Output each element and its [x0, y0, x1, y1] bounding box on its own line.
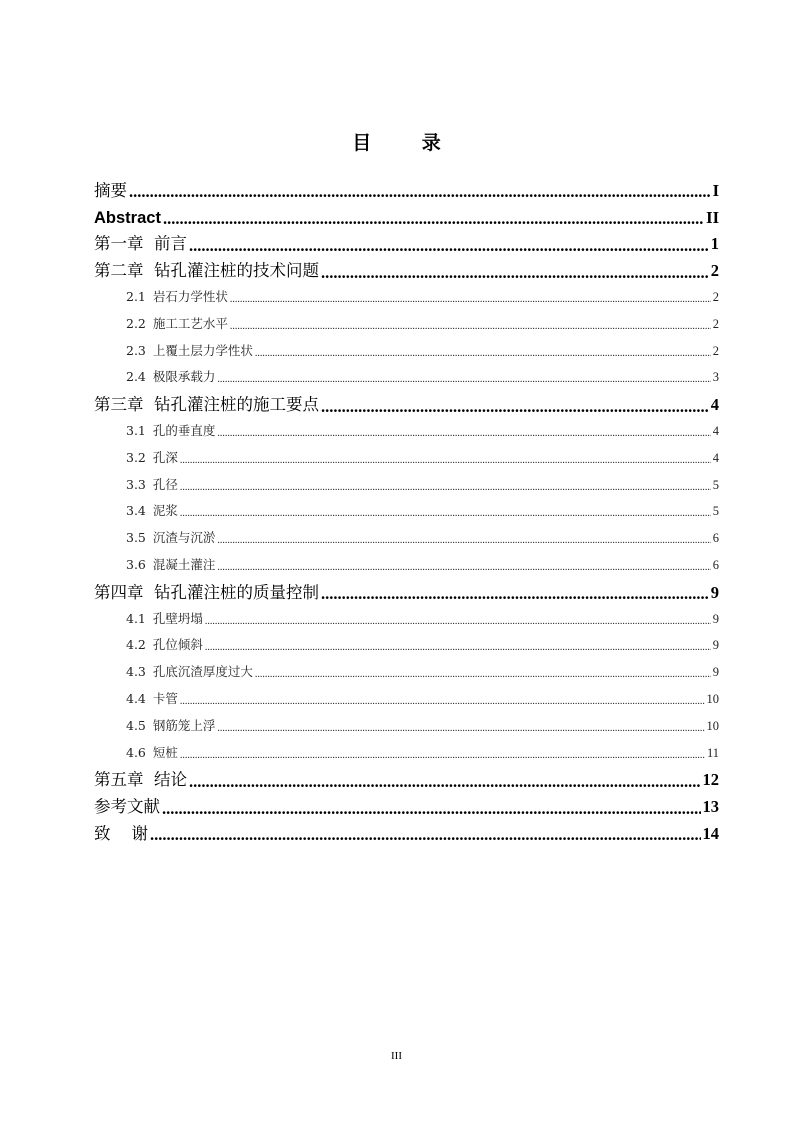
toc-section-entry[interactable]: [94, 285, 719, 312]
toc-section-number: 4.4: [126, 690, 146, 706]
toc-section-number: 3.1: [126, 422, 146, 438]
toc-page-number: 9: [712, 611, 719, 626]
toc-section-number: 4.2: [126, 637, 146, 653]
toc-section-number: 4.3: [126, 664, 146, 680]
toc-section-number: 4.5: [126, 717, 146, 733]
toc-leader-dots: [321, 399, 709, 416]
toc-chapter-entry[interactable]: [94, 580, 719, 607]
toc-entry-label: [126, 475, 178, 493]
toc-leader-dots: [150, 827, 701, 844]
toc-page-number: 10: [706, 691, 719, 706]
toc-leader-dots: [255, 670, 711, 680]
toc-section-entry[interactable]: [94, 473, 719, 500]
toc-leader-dots: [255, 349, 711, 359]
toc-page-number: 9: [712, 638, 719, 653]
toc-entry-label: [126, 689, 178, 707]
toc-page-number: 3: [712, 370, 719, 385]
toc-section-title: 孔径: [152, 476, 178, 492]
toc-leader-dots: [180, 456, 711, 466]
toc-entry-label: [126, 716, 215, 734]
toc-section-title: 短桩: [152, 744, 178, 760]
toc-section-number: 3.5: [126, 530, 146, 546]
toc-entry-label: [126, 743, 178, 761]
toc-leader-dots: [189, 774, 701, 791]
toc-leader-dots: [230, 295, 711, 305]
toc-section-entry[interactable]: [94, 312, 719, 339]
toc-entry-label: 第二章 钻孔灌注桩的技术问题: [94, 261, 319, 281]
toc-section-title: 孔的垂直度: [152, 422, 216, 438]
toc-page-number: 5: [712, 504, 719, 519]
toc-leader-dots: [189, 238, 709, 255]
toc-entry-label: [126, 555, 215, 573]
toc-section-number: 3.6: [126, 556, 146, 572]
toc-section-entry[interactable]: [94, 687, 719, 714]
toc-section-title: 孔壁坍塌: [152, 610, 203, 626]
toc-entry-label: Abstract: [94, 208, 161, 227]
toc-section-title: 泥浆: [152, 503, 178, 519]
toc-entry-label: 摘要: [94, 180, 127, 200]
toc-section-entry[interactable]: [94, 553, 719, 580]
toc-section-entry[interactable]: [94, 500, 719, 527]
toc-section-title: 孔深: [152, 449, 178, 465]
toc-page-number: 4: [712, 423, 719, 438]
toc-entry-label: 致 谢: [94, 823, 148, 843]
toc-section-entry[interactable]: [94, 741, 719, 768]
toc-section-number: 4.6: [126, 744, 146, 760]
table-of-contents: [94, 178, 719, 848]
toc-page-number: 11: [706, 745, 719, 760]
toc-leader-dots: [217, 536, 710, 546]
toc-section-entry[interactable]: [94, 339, 719, 366]
toc-entry-label: 第一章 前言: [94, 234, 187, 254]
toc-section-title: 孔底沉渣厚度过大: [152, 664, 253, 680]
toc-section-entry[interactable]: [94, 366, 719, 393]
toc-entry-label: 参考文献: [94, 797, 160, 817]
toc-page-number: 6: [712, 531, 719, 546]
toc-entry-label: [126, 341, 253, 359]
toc-chapter-entry[interactable]: [94, 178, 719, 205]
toc-entry-label: [126, 314, 228, 332]
toc-page-number: 4: [712, 450, 719, 465]
toc-leader-dots: [205, 643, 711, 653]
toc-page-number: 2: [710, 261, 719, 281]
toc-section-title: 极限承载力: [152, 369, 216, 385]
toc-page-number: II: [706, 207, 719, 227]
toc-entry-label: [126, 448, 178, 466]
toc-section-number: 2.2: [126, 315, 146, 331]
toc-leader-dots: [217, 375, 710, 385]
toc-chapter-entry[interactable]: [94, 768, 719, 795]
toc-leader-dots: [217, 563, 710, 573]
toc-page-number: 14: [702, 823, 719, 843]
toc-leader-dots: [162, 801, 701, 818]
toc-entry-label: 第四章 钻孔灌注桩的质量控制: [94, 582, 319, 602]
toc-entry-label: [126, 609, 203, 627]
toc-section-entry[interactable]: [94, 660, 719, 687]
toc-entry-label: 第五章 结论: [94, 770, 187, 790]
toc-entry-label: [126, 662, 253, 680]
toc-page-number: I: [712, 180, 719, 200]
toc-leader-dots: [180, 751, 705, 761]
toc-section-entry[interactable]: [94, 607, 719, 634]
toc-page-number: 1: [710, 234, 719, 254]
toc-entry-label: [126, 367, 215, 385]
toc-leader-dots: [129, 184, 711, 201]
toc-section-number: 2.1: [126, 288, 146, 304]
toc-entry-label: [126, 421, 215, 439]
toc-leader-dots: [180, 509, 711, 519]
toc-page-number: 13: [702, 797, 719, 817]
toc-page-number: 6: [712, 557, 719, 572]
toc-section-entry[interactable]: [94, 526, 719, 553]
toc-chapter-entry[interactable]: [94, 392, 719, 419]
toc-leader-dots: [180, 483, 711, 493]
toc-leader-dots: [217, 429, 710, 439]
toc-section-title: 卡管: [152, 690, 178, 706]
toc-section-title: 上覆土层力学性状: [152, 342, 253, 358]
toc-leader-dots: [321, 586, 709, 603]
toc-leader-dots: [180, 697, 705, 707]
toc-page-number: 12: [702, 770, 719, 790]
toc-page-number: 9: [712, 665, 719, 680]
toc-chapter-entry[interactable]: [94, 232, 719, 259]
toc-entry-label: [126, 635, 203, 653]
toc-page-number: 5: [712, 477, 719, 492]
toc-leader-dots: [230, 322, 711, 332]
toc-leader-dots: [205, 617, 711, 627]
toc-entry-label: [126, 287, 228, 305]
page-number: III: [391, 1050, 402, 1062]
toc-section-number: 3.4: [126, 503, 146, 519]
toc-chapter-entry[interactable]: [94, 821, 719, 848]
toc-chapter-entry[interactable]: [94, 794, 719, 821]
toc-section-entry[interactable]: [94, 634, 719, 661]
toc-section-title: 钢筋笼上浮: [152, 717, 216, 733]
toc-page-number: 9: [710, 582, 719, 602]
toc-page-number: 2: [712, 343, 719, 358]
toc-section-title: 孔位倾斜: [152, 637, 203, 653]
toc-chapter-entry[interactable]: [94, 205, 719, 232]
toc-section-entry[interactable]: [94, 446, 719, 473]
toc-section-title: 施工工艺水平: [152, 315, 228, 331]
page-title: 目 录: [352, 132, 463, 154]
toc-section-number: 2.3: [126, 342, 146, 358]
toc-entry-label: [126, 528, 215, 546]
toc-page-number: 2: [712, 289, 719, 304]
toc-section-number: 3.2: [126, 449, 146, 465]
toc-section-title: 岩石力学性状: [152, 288, 228, 304]
toc-section-number: 2.4: [126, 369, 146, 385]
toc-page-number: 2: [712, 316, 719, 331]
toc-section-title: 混凝土灌注: [152, 556, 216, 572]
toc-section-number: 3.3: [126, 476, 146, 492]
toc-section-entry[interactable]: [94, 714, 719, 741]
toc-chapter-entry[interactable]: [94, 258, 719, 285]
toc-page-number: 4: [710, 395, 719, 415]
toc-section-number: 4.1: [126, 610, 146, 626]
toc-section-entry[interactable]: [94, 419, 719, 446]
toc-leader-dots: [217, 724, 704, 734]
toc-leader-dots: [163, 211, 704, 228]
toc-page-number: 10: [706, 718, 719, 733]
toc-leader-dots: [321, 265, 709, 282]
toc-entry-label: 第三章 钻孔灌注桩的施工要点: [94, 395, 319, 415]
toc-section-title: 沉渣与沉淤: [152, 530, 216, 546]
toc-entry-label: [126, 501, 178, 519]
